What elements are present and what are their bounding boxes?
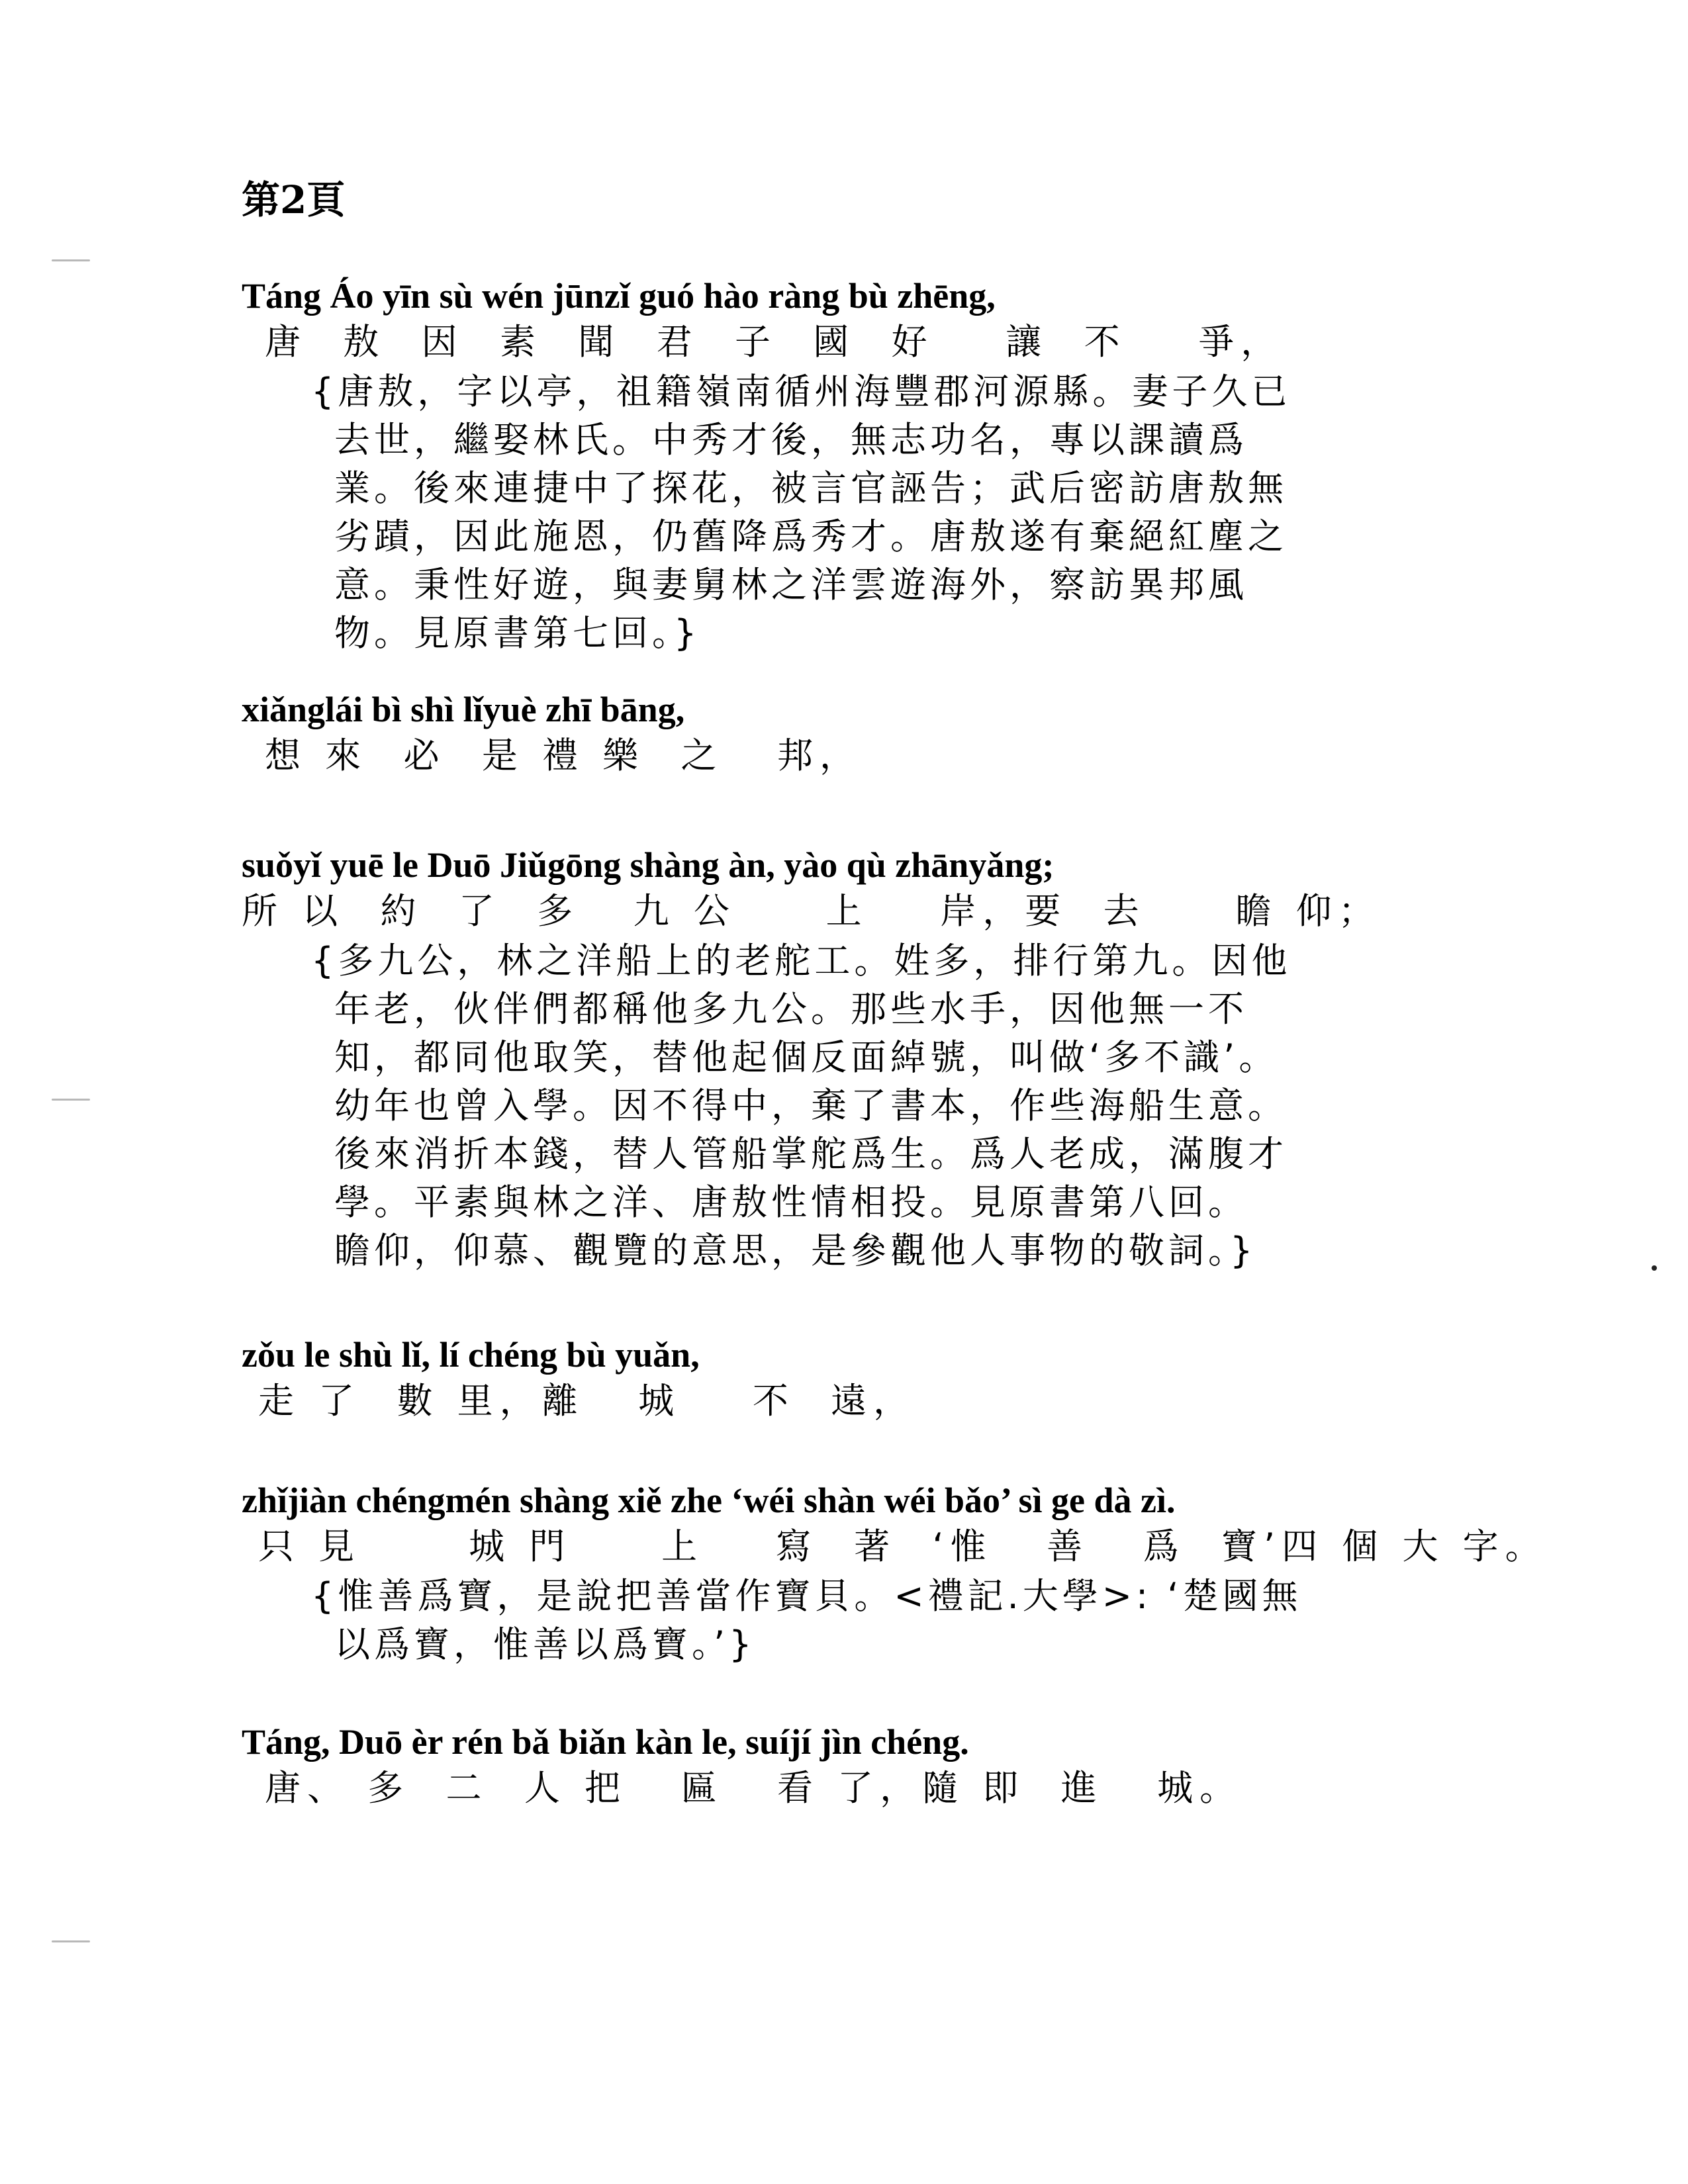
verse-3-note-line-2: 年老，伙伴們都稱他多九公。那些水手，因他無一不: [334, 988, 1248, 1030]
verse-1-note-line-3: 業。後來連捷中了探花，被言官誣告；武后密訪唐敖無: [334, 467, 1288, 509]
verse-1-hanzi: 唐 敖 因 素 聞 君 子 國 好 讓 不 爭，: [265, 321, 1284, 363]
verse-3-hanzi: 所 以 約 了 多 九 公 上 岸，要 去 瞻 仰；: [242, 890, 1381, 932]
verse-5-hanzi: 只 見 城 門 上 寫 著 ‘惟 善 爲 寶’四 個 大 字。: [258, 1525, 1548, 1567]
verse-5-note-line-2: 以爲寶，惟善以爲寶。’}: [334, 1623, 756, 1665]
verse-3-note-line-1: {多九公，林之洋船上的老舵工。姓多，排行第九。因他: [311, 940, 1291, 981]
verse-5-note-line-1: {惟善爲寶，是說把善當作寶貝。<禮記.大學>: ‘楚國無: [311, 1575, 1302, 1617]
verse-1-note-line-1: {唐敖，字以亭，祖籍嶺南循州海豐郡河源縣。妻子久已: [311, 371, 1291, 412]
verse-3-note-line-3: 知，都同他取笑，替他起個反面綽號，叫做‘多不識’。: [334, 1036, 1279, 1078]
verse-3-note-line-5: 後來消折本錢，替人管船掌舵爲生。爲人老成，滿腹才: [334, 1133, 1288, 1175]
verse-6-pinyin: Táng, Duō èr rén bǎ biǎn kàn le, suíjí jìn chéng.: [242, 1722, 969, 1762]
verse-2-pinyin: xiǎnglái bì shì lǐyuè zhī bāng,: [242, 690, 685, 729]
verse-1-note-line-2: 去世，繼娶林氏。中秀才後，無志功名，專以課讀爲: [334, 419, 1248, 461]
scan-mark-middle: [52, 1099, 90, 1101]
scan-mark-bottom: [52, 1940, 90, 1942]
verse-6-hanzi: 唐、 多 二 人 把 匾 看 了，隨 即 進 城。: [265, 1767, 1243, 1809]
verse-1-note-line-5: 意。秉性好遊，與妻舅林之洋雲遊海外，察訪異邦風: [334, 564, 1248, 606]
scan-speck: [1652, 1265, 1657, 1271]
verse-4-pinyin: zǒu le shù lǐ, lí chéng bù yuǎn,: [242, 1335, 700, 1375]
verse-4-hanzi: 走 了 數 里，離 城 不 遠，: [258, 1380, 916, 1422]
verse-3-note-line-7: 瞻仰，仰慕、觀覽的意思，是參觀他人事物的敬詞。}: [334, 1230, 1257, 1271]
verse-5-pinyin: zhǐjiàn chéngmén shàng xiě zhe ‘wéi shàn wéi bǎo’ sì ge dà zì.: [242, 1480, 1176, 1520]
verse-1-note-line-6: 物。見原書第七回。}: [334, 612, 701, 654]
scan-mark-top: [52, 259, 90, 261]
verse-1-pinyin: Táng Áo yīn sù wén jūnzǐ guó hào ràng bù zhēng,: [242, 276, 996, 316]
verse-2-hanzi: 想 來 必 是 禮 樂 之 邦，: [265, 735, 862, 776]
verse-3-pinyin: suǒyǐ yuē le Duō Jiǔgōng shàng àn, yào qù zhānyǎng;: [242, 845, 1055, 885]
page-number: 第2頁: [242, 177, 346, 222]
verse-3-note-line-6: 學。平素與林之洋、唐敖性情相投。見原書第八回。: [334, 1181, 1248, 1223]
verse-3-note-line-4: 幼年也曾入學。因不得中，棄了書本，作些海船生意。: [334, 1085, 1288, 1126]
verse-1-note-line-4: 劣蹟，因此施恩，仍舊降爲秀才。唐敖遂有棄絕紅塵之: [334, 516, 1288, 557]
